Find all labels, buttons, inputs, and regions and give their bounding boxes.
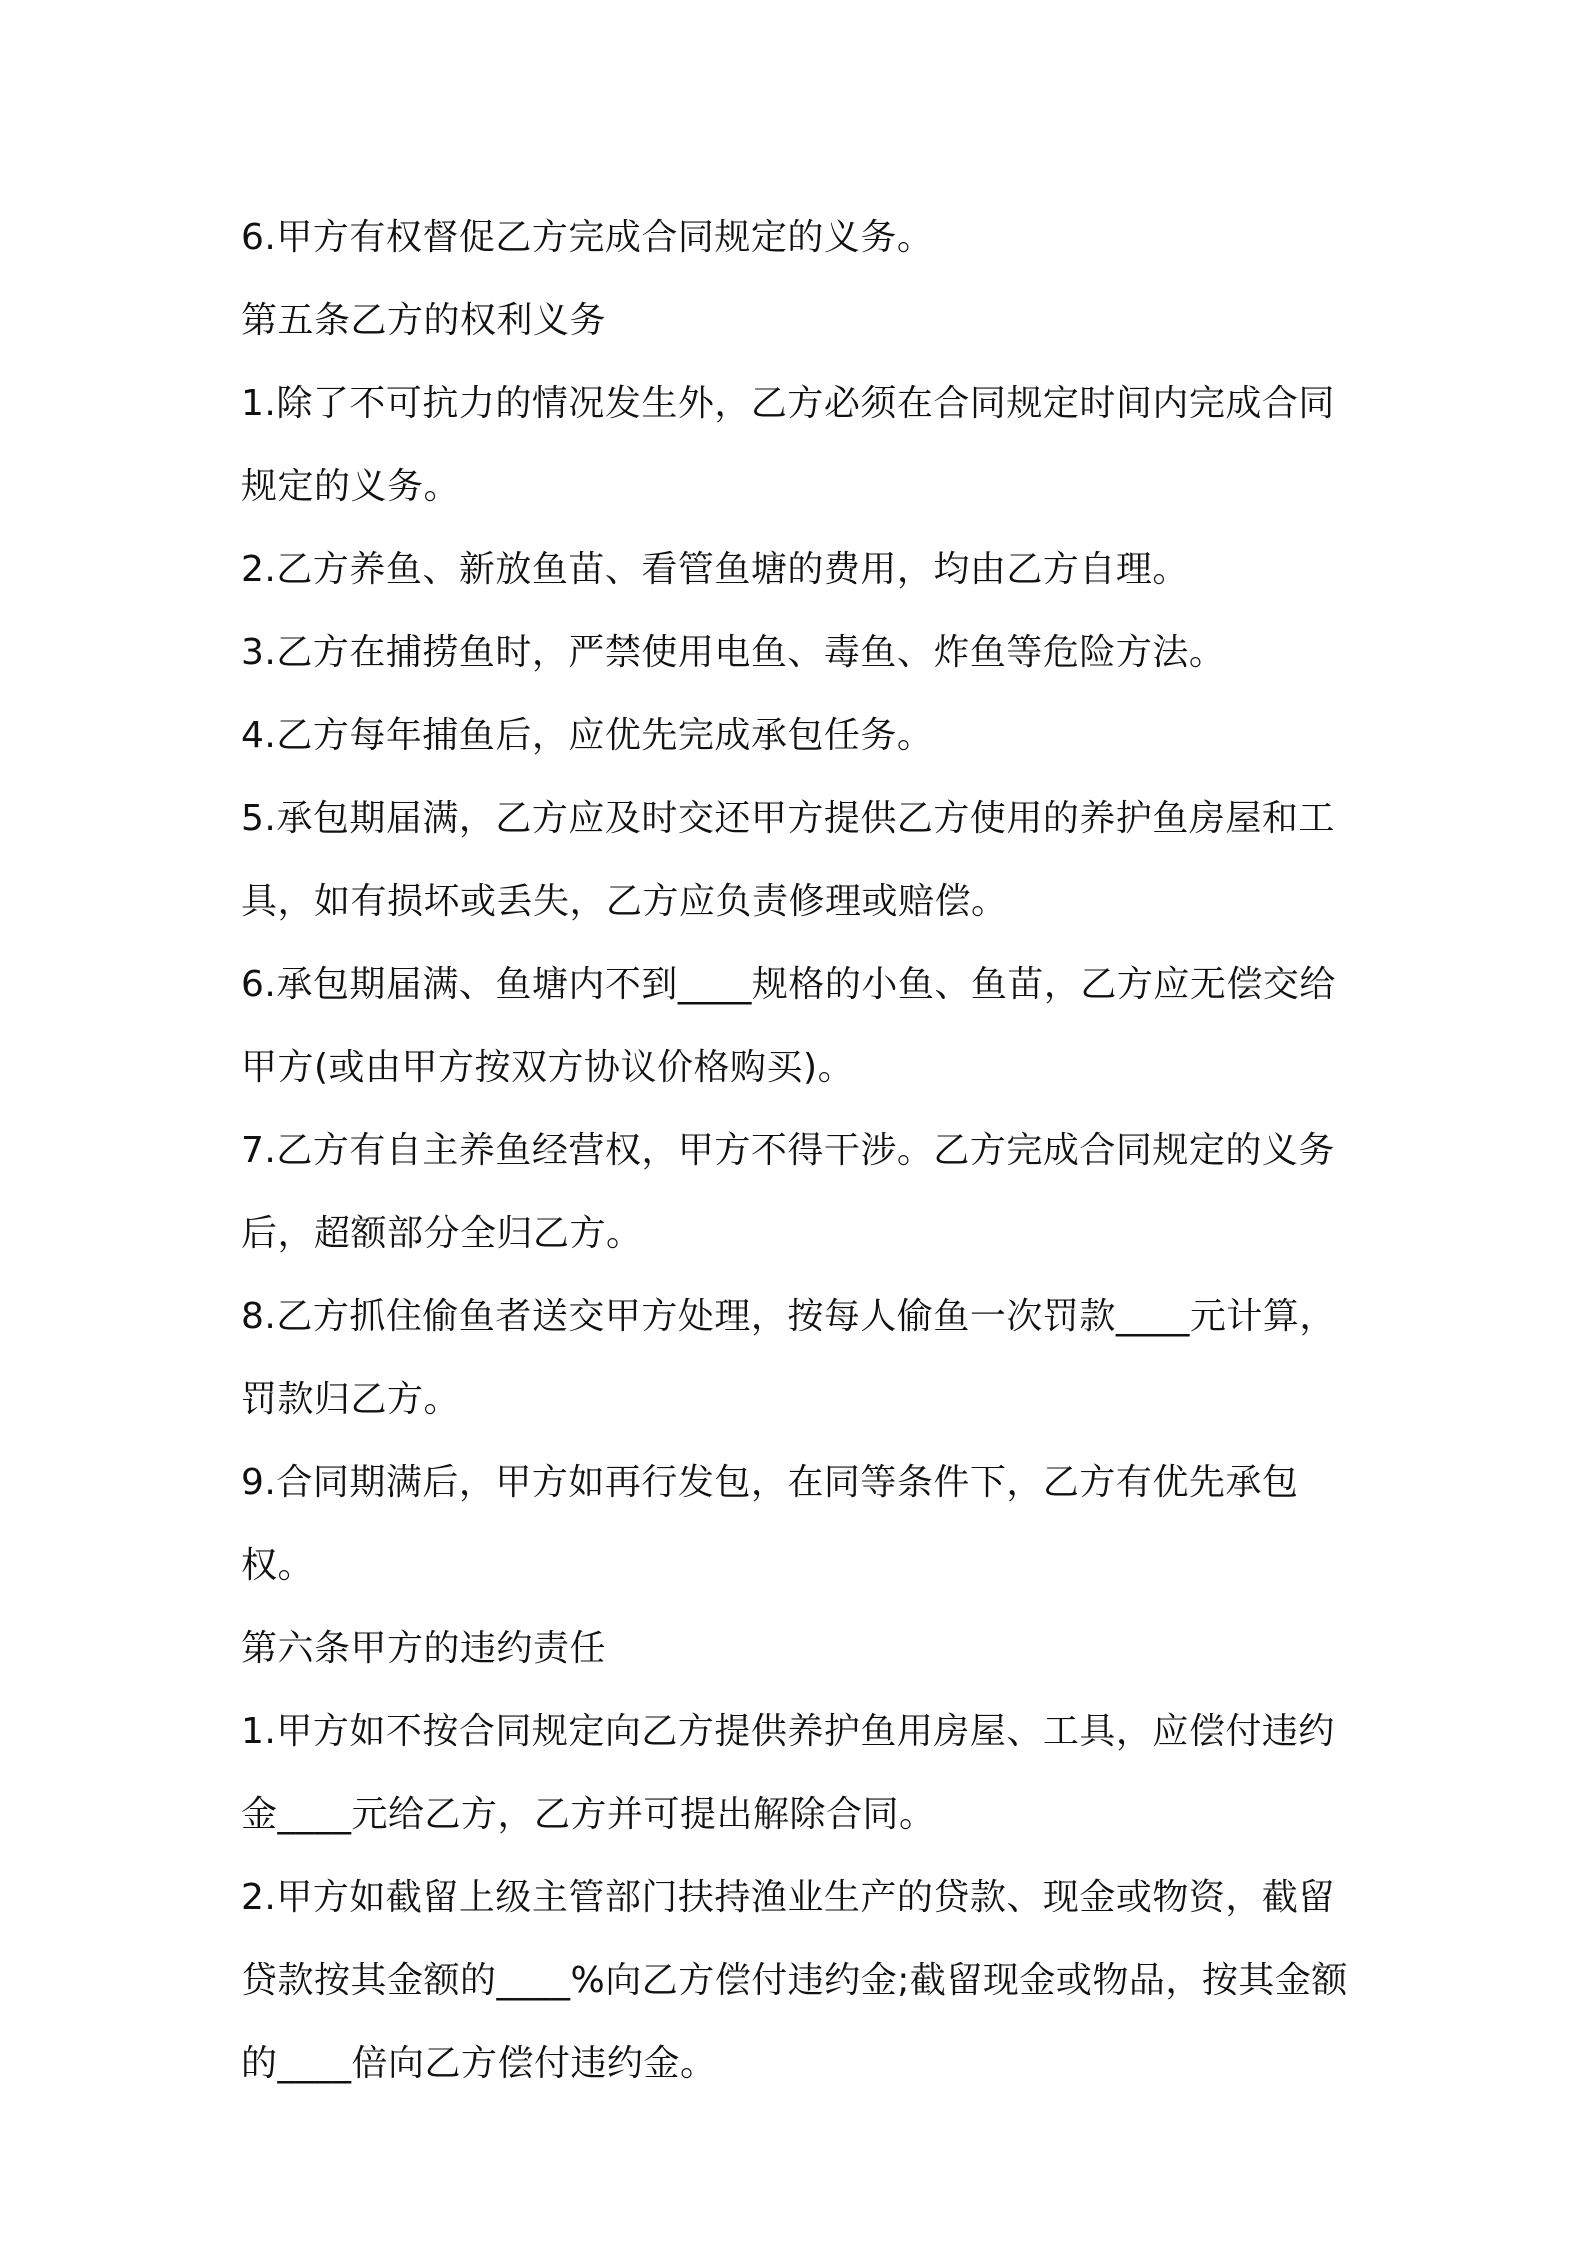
article-6-item-1: 1.甲方如不按合同规定向乙方提供养护鱼用房屋、工具，应偿付违约金____元给乙方，乙方并可提出解除合同。 <box>241 1711 1335 1835</box>
document-body <box>241 196 1361 2105</box>
article-5-item-1: 1.除了不可抗力的情况发生外，乙方必须在合同规定时间内完成合同规定的义务。 <box>241 383 1335 507</box>
article-5-item-4: 4.乙方每年捕鱼后，应优先完成承包任务。 <box>241 715 934 756</box>
article-5-heading: 第五条乙方的权利义务 <box>241 300 607 341</box>
article-5-item-3: 3.乙方在捕捞鱼时，严禁使用电鱼、毒鱼、炸鱼等危险方法。 <box>241 632 1226 673</box>
article-5-item-5: 5.承包期届满，乙方应及时交还甲方提供乙方使用的养护鱼房屋和工具，如有损坏或丢失，乙方应负责修理或赔偿。 <box>241 798 1335 922</box>
article-5-item-8: 8.乙方抓住偷鱼者送交甲方处理，按每人偷鱼一次罚款____元计算，罚款归乙方。 <box>241 1296 1336 1420</box>
article-5-item-9: 9.合同期满后，甲方如再行发包，在同等条件下，乙方有优先承包权。 <box>241 1462 1299 1586</box>
article-6-heading: 第六条甲方的违约责任 <box>241 1628 607 1669</box>
article-5-item-2: 2.乙方养鱼、新放鱼苗、看管鱼塘的费用，均由乙方自理。 <box>241 549 1189 590</box>
clause-4-item-6: 6.甲方有权督促乙方完成合同规定的义务。 <box>241 217 934 258</box>
article-6-item-2: 2.甲方如截留上级主管部门扶持渔业生产的贷款、现金或物资，截留贷款按其金额的____%向乙方偿付违约金;截留现金或物品，按其金额的____倍向乙方偿付违约金。 <box>241 1877 1348 2084</box>
article-5-item-7: 7.乙方有自主养鱼经营权，甲方不得干涉。乙方完成合同规定的义务后，超额部分全归乙方。 <box>241 1130 1335 1254</box>
article-5-item-6: 6.承包期届满、鱼塘内不到____规格的小鱼、鱼苗，乙方应无偿交给甲方(或由甲方按双方协议价格购买)。 <box>241 964 1336 1088</box>
